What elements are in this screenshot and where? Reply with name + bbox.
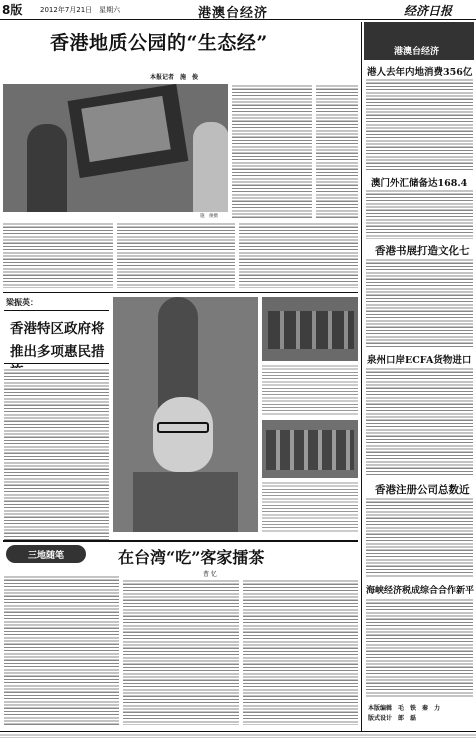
rifle-row (266, 430, 354, 470)
sidebar-body-text (366, 258, 473, 348)
column-badge-label: 三地随笔 (28, 551, 65, 561)
sidebar-headline: 澳门外汇储备达168.4 (371, 178, 468, 189)
issue-date: 2012年7月21日 星期六 (40, 6, 121, 14)
sidebar-headline: 海峡经济税成综合合作新平 (366, 586, 475, 596)
guide-figure (27, 124, 67, 212)
bottom-body-text (4, 575, 119, 725)
sidebar-body-text (366, 598, 473, 698)
page-number: 8版 (2, 3, 23, 17)
sidebar-headline: 香港注册公司总数近 (375, 484, 470, 496)
footer-imprint (0, 733, 476, 738)
bottom-byline: 曹 忆 (203, 571, 217, 578)
footer-rule (0, 731, 476, 732)
sidebar-headline: 香港书展打造文化七 (375, 245, 470, 257)
column-badge (6, 545, 86, 563)
page-header (0, 0, 476, 20)
second-body-text (4, 368, 109, 540)
bottom-headline: 在台湾“吃”客家擂茶 (118, 548, 265, 567)
sidebar-body-text (366, 497, 473, 577)
sidebar-body-text (366, 367, 473, 477)
main-headline: 香港地质公园的“生态经” (50, 32, 268, 54)
column-label: 梁振英： (6, 298, 38, 307)
bottom-body-text (123, 579, 239, 725)
student-face (153, 397, 213, 472)
section-title: 港澳台经济 (198, 6, 269, 21)
main-body-text (239, 222, 358, 288)
section-divider (3, 540, 358, 542)
column-divider (361, 22, 362, 732)
main-photo (3, 84, 228, 212)
sidebar-banner-label: 港澳台经济 (394, 47, 440, 57)
visitor-figure (193, 122, 228, 212)
sidebar-headline: 泉州口岸ECFA货物进口 (367, 355, 472, 366)
second-headline-line1: 香港特区政府将 (10, 321, 105, 337)
second-headline-line2: 推出多项惠民措 (10, 344, 105, 360)
main-body-text (232, 84, 312, 219)
sidebar-banner (364, 22, 474, 60)
sidebar-headline: 港人去年内地消费356亿 (367, 67, 473, 78)
main-body-text (117, 222, 235, 288)
newspaper-logo: 经济日报 (404, 4, 453, 18)
bottom-body-text (243, 579, 358, 725)
main-byline: 本报记者 施 俊 (150, 74, 199, 81)
main-body-text (316, 84, 358, 219)
camouflage-uniform (133, 472, 238, 532)
editor-credits: 本版编辑 毛 铁 秦 力 版式设计 郎 磊 (368, 705, 441, 722)
photo-caption (262, 364, 358, 416)
photo-credit: 施 俊摄 (200, 214, 218, 219)
photo-caption (262, 481, 358, 532)
soldier-photo (113, 297, 258, 532)
troops-photo (262, 297, 358, 361)
glasses (157, 422, 209, 433)
section-divider (3, 292, 358, 293)
sidebar-body-text (366, 78, 473, 170)
rifle-drill-photo (262, 420, 358, 478)
soldier-row (268, 311, 354, 349)
sidebar-body-text (366, 189, 473, 239)
second-headline-box (4, 310, 109, 364)
main-body-text (3, 222, 113, 288)
